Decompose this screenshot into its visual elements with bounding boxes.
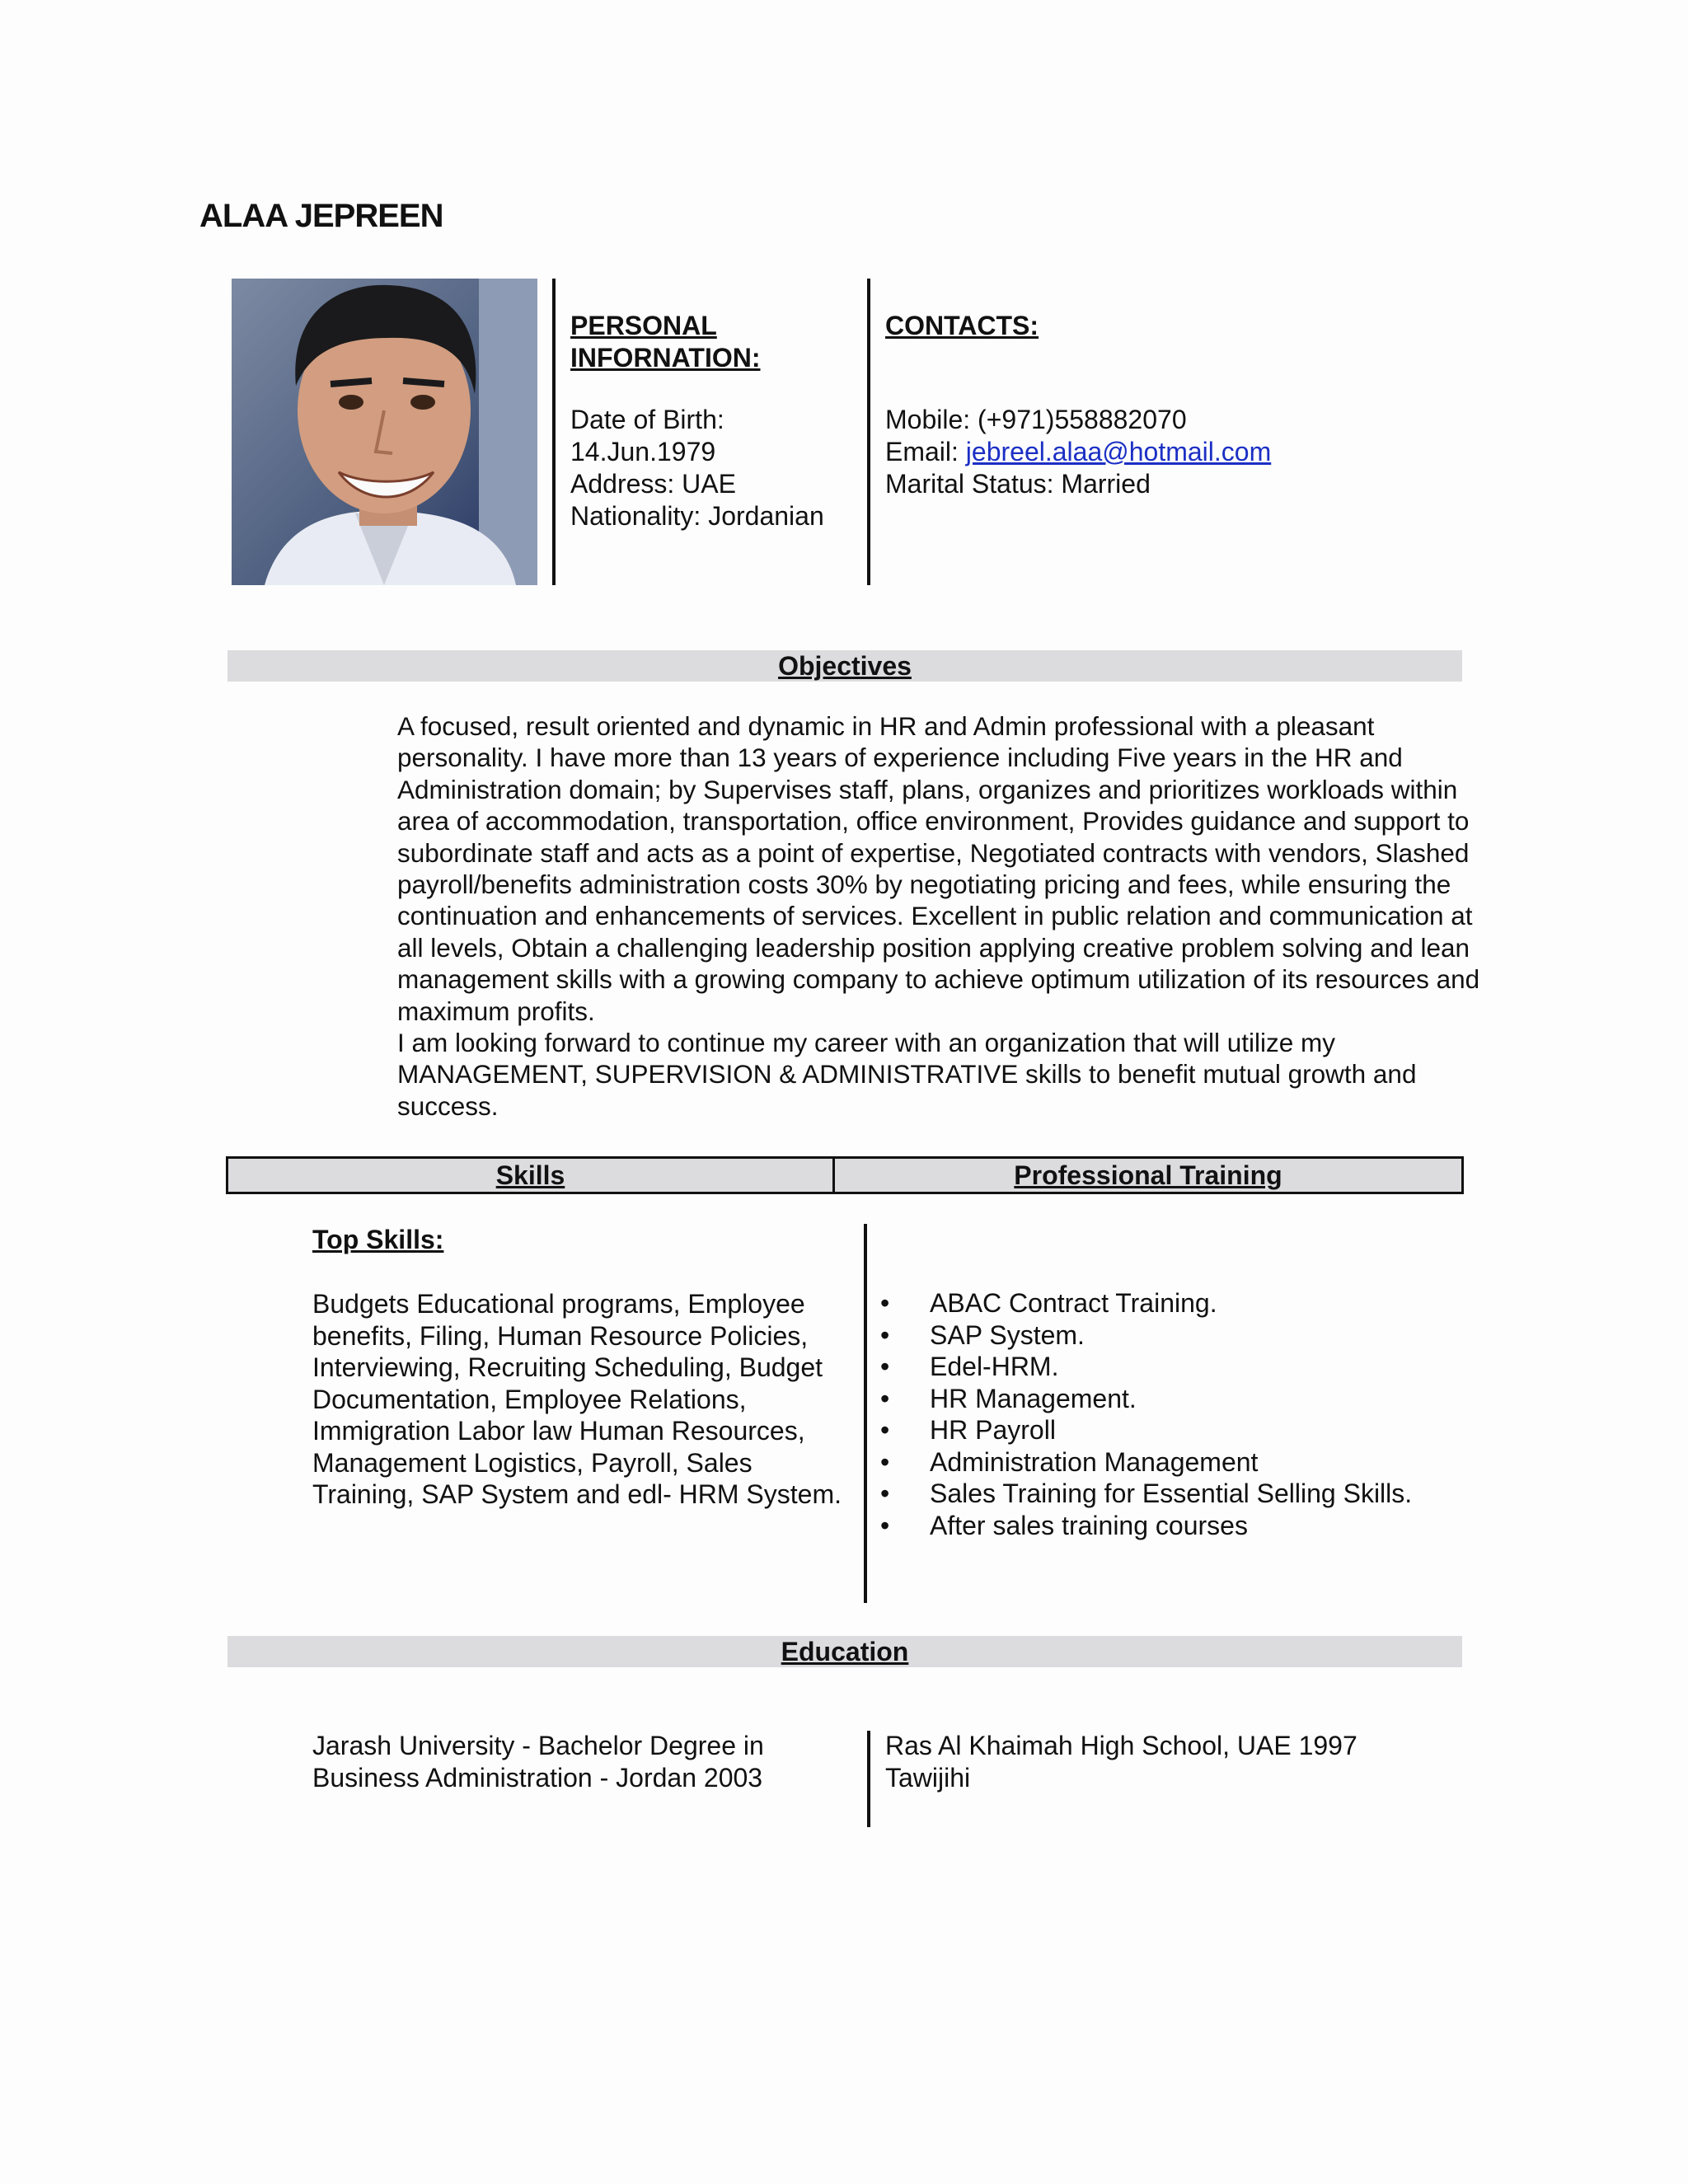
skills-heading: Skills [228, 1159, 835, 1192]
training-item [880, 1351, 1457, 1383]
nationality: Nationality: Jordanian [570, 501, 824, 531]
personal-info-block [570, 310, 824, 532]
education-divider [867, 1731, 870, 1827]
contacts-block [885, 310, 1271, 500]
bullet-icon: • [880, 1446, 890, 1477]
training-list [880, 1287, 1457, 1541]
profile-photo [232, 279, 537, 585]
education-left [312, 1730, 764, 1794]
university-line2: Business Administration - Jordan 2003 [312, 1763, 763, 1793]
objective-text [397, 710, 1502, 1122]
skills-block [312, 1224, 848, 1511]
training-item-label: HR Management. [930, 1383, 1137, 1413]
marital-status: Marital Status: Married [885, 469, 1151, 499]
education-right [885, 1730, 1357, 1794]
training-item-label: ABAC Contract Training. [930, 1288, 1217, 1318]
address: Address: UAE [570, 469, 736, 499]
header-divider-right [867, 279, 870, 585]
objectives-heading: Objectives [227, 650, 1462, 682]
skills-training-header [226, 1156, 1464, 1194]
training-item [880, 1510, 1457, 1542]
training-item-label: SAP System. [930, 1319, 1085, 1350]
email-line [885, 436, 1271, 468]
objective-paragraph-1: A focused, result oriented and dynamic in HR and Admin professional with a pleasant personality. I have more than 13 years of experience including Five years in the HR and Administration domain; by Supervises staff, plans, organizes and prioritizes workloads within area of accommodation, transportation, office environment, Provides guidance and support to subordinate staff and acts as a point of expertise, Negotiated contracts with vendors, Slashed payroll/benefits administration costs 30% by negotiating pricing and fees, while ensuring the continuation and enhancements of services. Excellent in public relation and communication at all levels, Obtain a challenging leadership position applying creative problem solving and lean management skills with a growing company to achieve optimum utilization of its resources and maximum profits. [397, 711, 1480, 1026]
training-item-label: Sales Training for Essential Selling Skills. [930, 1479, 1413, 1508]
bullet-icon: • [880, 1288, 890, 1318]
contacts-heading: CONTACTS: [885, 311, 1039, 340]
training-item [880, 1287, 1457, 1319]
bullet-icon: • [880, 1479, 890, 1508]
training-item [880, 1319, 1457, 1352]
highschool-line1: Ras Al Khaimah High School, UAE 1997 [885, 1731, 1357, 1760]
personal-heading-line2: INFORNATION: [570, 343, 761, 373]
training-item [880, 1414, 1457, 1446]
bullet-icon: • [880, 1352, 890, 1381]
training-item-label: After sales training courses [930, 1510, 1248, 1540]
highschool-line2: Tawijihi [885, 1763, 971, 1793]
training-item [880, 1383, 1457, 1415]
university-line1: Jarash University - Bachelor Degree in [312, 1731, 764, 1760]
training-heading: Professional Training [1014, 1160, 1282, 1190]
candidate-name: ALAA JEPREEN [199, 198, 443, 234]
person-portrait-icon [232, 279, 537, 585]
objective-paragraph-2: I am looking forward to continue my career with an organization that will utilize my MANAGEMENT, SUPERVISION & ADMINISTRATIVE skills to benefit mutual growth and success. [397, 1028, 1417, 1121]
mobile: Mobile: (+971)558882070 [885, 405, 1187, 434]
skills-text: Budgets Educational programs, Employee benefits, Filing, Human Resource Policies, Interviewing, Recruiting Scheduling, Budget Documentation, Employee Relations, Immigration Labor law Human Resources, Management Logistics, Payroll, Sales Training, SAP System and edl- HRM System. [312, 1289, 842, 1509]
email-link[interactable]: jebreel.alaa@hotmail.com [965, 437, 1272, 466]
training-item-label: Administration Management [930, 1446, 1259, 1477]
training-list-block [880, 1287, 1457, 1541]
bullet-icon: • [880, 1415, 890, 1445]
training-item-label: Edel-HRM. [930, 1352, 1059, 1381]
bullet-icon: • [880, 1319, 890, 1350]
bullet-icon: • [880, 1383, 890, 1413]
dob-label: Date of Birth: [570, 405, 724, 434]
education-heading: Education [227, 1636, 1462, 1667]
personal-heading-line1: PERSONAL [570, 311, 717, 340]
training-item-label: HR Payroll [930, 1415, 1056, 1445]
training-item [880, 1478, 1457, 1510]
header-divider-left [552, 279, 556, 585]
top-skills-label: Top Skills: [312, 1225, 444, 1254]
skills-divider [864, 1224, 867, 1603]
training-item [880, 1446, 1457, 1479]
dob-value: 14.Jun.1979 [570, 437, 716, 466]
bullet-icon: • [880, 1510, 890, 1540]
email-label: Email: [885, 437, 966, 466]
